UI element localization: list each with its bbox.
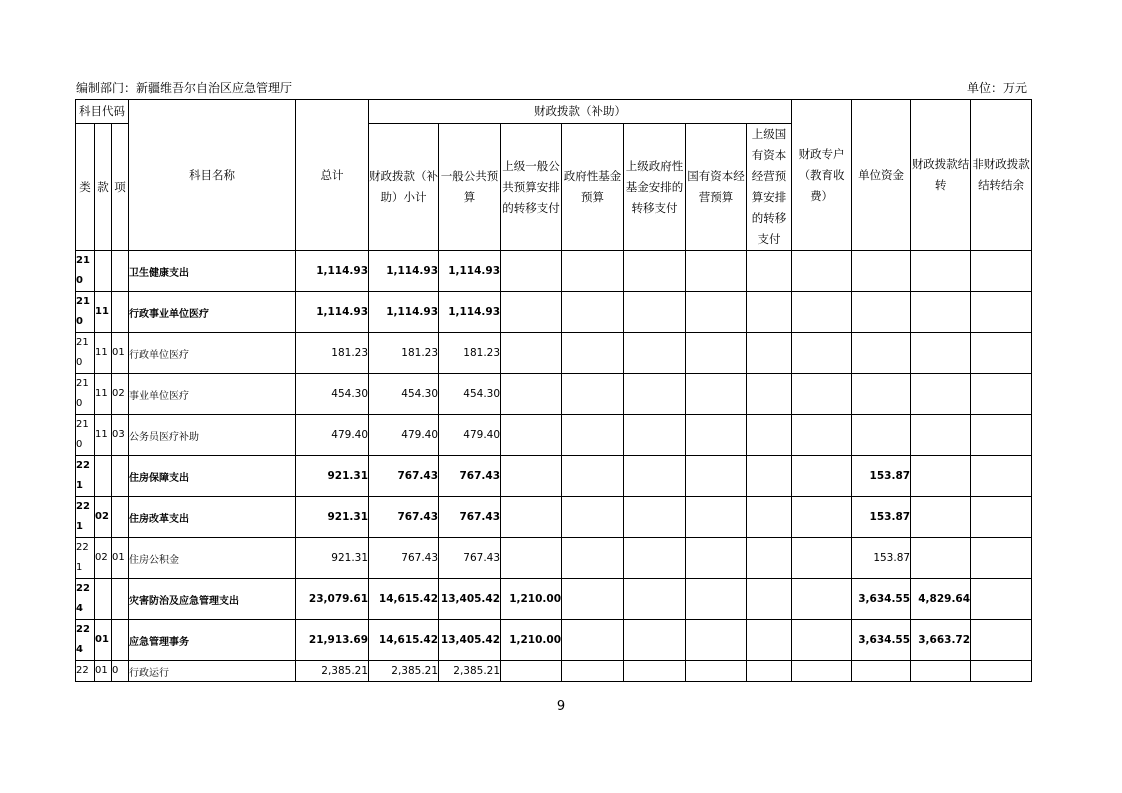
code-lei: 210: [76, 374, 95, 415]
fiscal-carryover-value: [911, 251, 971, 292]
subject-name: 行政运行: [129, 661, 296, 682]
special-edu-value: [792, 333, 852, 374]
code-xiang: [112, 456, 129, 497]
general-budget-value: 1,114.93: [439, 292, 501, 333]
gov-fund-value: [562, 456, 624, 497]
code-kuan: 02: [95, 538, 112, 579]
code-lei: 210: [76, 415, 95, 456]
header-nonfiscal-carryover: 非财政拨款结转结余: [971, 100, 1032, 251]
gov-fund-value: [562, 579, 624, 620]
fiscal-carryover-value: [911, 661, 971, 682]
total-value: 921.31: [296, 497, 369, 538]
unit-funds-value: [852, 374, 911, 415]
code-kuan: 11: [95, 292, 112, 333]
unit-funds-value: [852, 333, 911, 374]
upper-capital-transfer-value: [747, 292, 792, 333]
upper-capital-transfer-value: [747, 661, 792, 682]
unit-funds-value: 3,634.55: [852, 620, 911, 661]
code-xiang: [112, 292, 129, 333]
subject-name: 住房改革支出: [129, 497, 296, 538]
gov-fund-value: [562, 497, 624, 538]
subject-name: 灾害防治及应急管理支出: [129, 579, 296, 620]
budget-table: [75, 99, 1032, 682]
header-kuan: 款: [95, 124, 112, 251]
total-value: 1,114.93: [296, 251, 369, 292]
general-budget-value: 767.43: [439, 456, 501, 497]
special-edu-value: [792, 579, 852, 620]
state-capital-value: [686, 415, 747, 456]
code-xiang: 03: [112, 415, 129, 456]
table-row: [76, 661, 1032, 682]
upper-fund-transfer-value: [624, 661, 686, 682]
header-special-edu: 财政专户（教育收费）: [792, 100, 852, 251]
unit-funds-value: [852, 415, 911, 456]
code-lei: 221: [76, 538, 95, 579]
header-gov-fund: 政府性基金预算: [562, 124, 624, 251]
upper-fund-transfer-value: [624, 292, 686, 333]
upper-general-transfer-value: [501, 333, 562, 374]
code-xiang: 01: [112, 538, 129, 579]
nonfiscal-carryover-value: [971, 374, 1032, 415]
upper-general-transfer-value: [501, 415, 562, 456]
nonfiscal-carryover-value: [971, 456, 1032, 497]
subject-name: 行政事业单位医疗: [129, 292, 296, 333]
special-edu-value: [792, 456, 852, 497]
header-lei: 类: [76, 124, 95, 251]
gov-fund-value: [562, 661, 624, 682]
gov-fund-value: [562, 251, 624, 292]
subject-name: 应急管理事务: [129, 620, 296, 661]
code-xiang: 01: [112, 333, 129, 374]
table-row: [76, 292, 1032, 333]
header-fiscal-group: 财政拨款（补助）: [369, 100, 792, 124]
fiscal-carryover-value: [911, 538, 971, 579]
upper-capital-transfer-value: [747, 456, 792, 497]
fiscal-subtotal-value: 479.40: [369, 415, 439, 456]
fiscal-carryover-value: [911, 456, 971, 497]
gov-fund-value: [562, 620, 624, 661]
upper-capital-transfer-value: [747, 374, 792, 415]
unit-funds-value: 153.87: [852, 456, 911, 497]
special-edu-value: [792, 661, 852, 682]
page-number: 9: [556, 699, 566, 714]
nonfiscal-carryover-value: [971, 538, 1032, 579]
upper-general-transfer-value: 1,210.00: [501, 579, 562, 620]
general-budget-value: 767.43: [439, 538, 501, 579]
code-kuan: 11: [95, 333, 112, 374]
code-lei: 22: [76, 661, 95, 682]
subject-name: 住房保障支出: [129, 456, 296, 497]
state-capital-value: [686, 333, 747, 374]
total-value: 1,114.93: [296, 292, 369, 333]
general-budget-value: 454.30: [439, 374, 501, 415]
header-subject-name: 科目名称: [129, 100, 296, 251]
code-kuan: [95, 579, 112, 620]
state-capital-value: [686, 497, 747, 538]
general-budget-value: 2,385.21: [439, 661, 501, 682]
header-code-group: 科目代码: [76, 100, 129, 124]
fiscal-carryover-value: [911, 374, 971, 415]
subject-name: 行政单位医疗: [129, 333, 296, 374]
code-lei: 224: [76, 579, 95, 620]
code-lei: 210: [76, 333, 95, 374]
upper-general-transfer-value: [501, 292, 562, 333]
total-value: 479.40: [296, 415, 369, 456]
fiscal-subtotal-value: 181.23: [369, 333, 439, 374]
table-row: [76, 538, 1032, 579]
code-lei: 210: [76, 251, 95, 292]
upper-fund-transfer-value: [624, 415, 686, 456]
code-xiang: [112, 579, 129, 620]
special-edu-value: [792, 251, 852, 292]
general-budget-value: 1,114.93: [439, 251, 501, 292]
code-lei: 221: [76, 497, 95, 538]
nonfiscal-carryover-value: [971, 497, 1032, 538]
page-header: [76, 79, 1027, 96]
nonfiscal-carryover-value: [971, 620, 1032, 661]
state-capital-value: [686, 579, 747, 620]
unit-funds-value: 3,634.55: [852, 579, 911, 620]
fiscal-subtotal-value: 14,615.42: [369, 620, 439, 661]
state-capital-value: [686, 292, 747, 333]
header-state-capital: 国有资本经营预算: [686, 124, 747, 251]
subject-name: 住房公积金: [129, 538, 296, 579]
state-capital-value: [686, 456, 747, 497]
nonfiscal-carryover-value: [971, 333, 1032, 374]
header-general-budget: 一般公共预算: [439, 124, 501, 251]
fiscal-subtotal-value: 767.43: [369, 456, 439, 497]
upper-capital-transfer-value: [747, 333, 792, 374]
state-capital-value: [686, 661, 747, 682]
upper-capital-transfer-value: [747, 251, 792, 292]
upper-capital-transfer-value: [747, 579, 792, 620]
unit-funds-value: [852, 292, 911, 333]
gov-fund-value: [562, 374, 624, 415]
gov-fund-value: [562, 333, 624, 374]
total-value: 2,385.21: [296, 661, 369, 682]
table-row: [76, 497, 1032, 538]
header-unit-funds: 单位资金: [852, 100, 911, 251]
upper-general-transfer-value: [501, 374, 562, 415]
upper-fund-transfer-value: [624, 456, 686, 497]
fiscal-subtotal-value: 767.43: [369, 497, 439, 538]
total-value: 23,079.61: [296, 579, 369, 620]
gov-fund-value: [562, 538, 624, 579]
table-row: [76, 456, 1032, 497]
fiscal-subtotal-value: 1,114.93: [369, 251, 439, 292]
upper-capital-transfer-value: [747, 620, 792, 661]
general-budget-value: 13,405.42: [439, 620, 501, 661]
code-kuan: 02: [95, 497, 112, 538]
upper-fund-transfer-value: [624, 333, 686, 374]
special-edu-value: [792, 374, 852, 415]
upper-fund-transfer-value: [624, 579, 686, 620]
code-kuan: [95, 251, 112, 292]
state-capital-value: [686, 374, 747, 415]
upper-capital-transfer-value: [747, 415, 792, 456]
upper-fund-transfer-value: [624, 538, 686, 579]
special-edu-value: [792, 538, 852, 579]
table-body: [76, 251, 1032, 682]
header-total: 总计: [296, 100, 369, 251]
fiscal-carryover-value: [911, 415, 971, 456]
header-upper-capital-transfer: 上级国有资本经营预算安排的转移支付: [747, 124, 792, 251]
department-label: 编制部门：新疆维吾尔自治区应急管理厅: [76, 81, 293, 95]
unit-label: 单位：万元: [966, 81, 1027, 95]
code-lei: 221: [76, 456, 95, 497]
unit-funds-value: [852, 661, 911, 682]
header-upper-general-transfer: 上级一般公共预算安排的转移支付: [501, 124, 562, 251]
code-xiang: [112, 497, 129, 538]
fiscal-carryover-value: 3,663.72: [911, 620, 971, 661]
header-xiang: 项: [112, 124, 129, 251]
upper-capital-transfer-value: [747, 497, 792, 538]
fiscal-carryover-value: [911, 292, 971, 333]
nonfiscal-carryover-value: [971, 579, 1032, 620]
fiscal-subtotal-value: 14,615.42: [369, 579, 439, 620]
general-budget-value: 181.23: [439, 333, 501, 374]
upper-general-transfer-value: [501, 456, 562, 497]
total-value: 921.31: [296, 456, 369, 497]
code-kuan: [95, 456, 112, 497]
code-kuan: 01: [95, 620, 112, 661]
fiscal-subtotal-value: 454.30: [369, 374, 439, 415]
upper-fund-transfer-value: [624, 251, 686, 292]
header-fiscal-subtotal: 财政拨款（补助）小计: [369, 124, 439, 251]
general-budget-value: 13,405.42: [439, 579, 501, 620]
total-value: 181.23: [296, 333, 369, 374]
general-budget-value: 479.40: [439, 415, 501, 456]
code-kuan: 11: [95, 415, 112, 456]
code-lei: 210: [76, 292, 95, 333]
gov-fund-value: [562, 292, 624, 333]
fiscal-subtotal-value: 1,114.93: [369, 292, 439, 333]
unit-funds-value: 153.87: [852, 538, 911, 579]
subject-name: 事业单位医疗: [129, 374, 296, 415]
unit-funds-value: [852, 251, 911, 292]
fiscal-carryover-value: 4,829.64: [911, 579, 971, 620]
upper-general-transfer-value: [501, 497, 562, 538]
nonfiscal-carryover-value: [971, 415, 1032, 456]
special-edu-value: [792, 497, 852, 538]
upper-general-transfer-value: [501, 251, 562, 292]
upper-general-transfer-value: [501, 661, 562, 682]
nonfiscal-carryover-value: [971, 661, 1032, 682]
header-fiscal-carryover: 财政拨款结转: [911, 100, 971, 251]
table-row: [76, 620, 1032, 661]
fiscal-subtotal-value: 767.43: [369, 538, 439, 579]
special-edu-value: [792, 415, 852, 456]
nonfiscal-carryover-value: [971, 251, 1032, 292]
upper-capital-transfer-value: [747, 538, 792, 579]
total-value: 921.31: [296, 538, 369, 579]
general-budget-value: 767.43: [439, 497, 501, 538]
code-xiang: [112, 620, 129, 661]
code-lei: 224: [76, 620, 95, 661]
code-xiang: [112, 251, 129, 292]
upper-fund-transfer-value: [624, 374, 686, 415]
total-value: 454.30: [296, 374, 369, 415]
code-kuan: 01: [95, 661, 112, 682]
table-row: [76, 333, 1032, 374]
table-row: [76, 579, 1032, 620]
gov-fund-value: [562, 415, 624, 456]
upper-fund-transfer-value: [624, 620, 686, 661]
fiscal-carryover-value: [911, 333, 971, 374]
state-capital-value: [686, 251, 747, 292]
upper-general-transfer-value: [501, 538, 562, 579]
table-row: [76, 251, 1032, 292]
fiscal-carryover-value: [911, 497, 971, 538]
special-edu-value: [792, 292, 852, 333]
table-row: [76, 415, 1032, 456]
upper-general-transfer-value: 1,210.00: [501, 620, 562, 661]
total-value: 21,913.69: [296, 620, 369, 661]
code-kuan: 11: [95, 374, 112, 415]
fiscal-subtotal-value: 2,385.21: [369, 661, 439, 682]
code-xiang: 0: [112, 661, 129, 682]
upper-fund-transfer-value: [624, 497, 686, 538]
subject-name: 卫生健康支出: [129, 251, 296, 292]
code-xiang: 02: [112, 374, 129, 415]
special-edu-value: [792, 620, 852, 661]
state-capital-value: [686, 538, 747, 579]
unit-funds-value: 153.87: [852, 497, 911, 538]
nonfiscal-carryover-value: [971, 292, 1032, 333]
state-capital-value: [686, 620, 747, 661]
subject-name: 公务员医疗补助: [129, 415, 296, 456]
table-row: [76, 374, 1032, 415]
header-upper-fund-transfer: 上级政府性基金安排的转移支付: [624, 124, 686, 251]
